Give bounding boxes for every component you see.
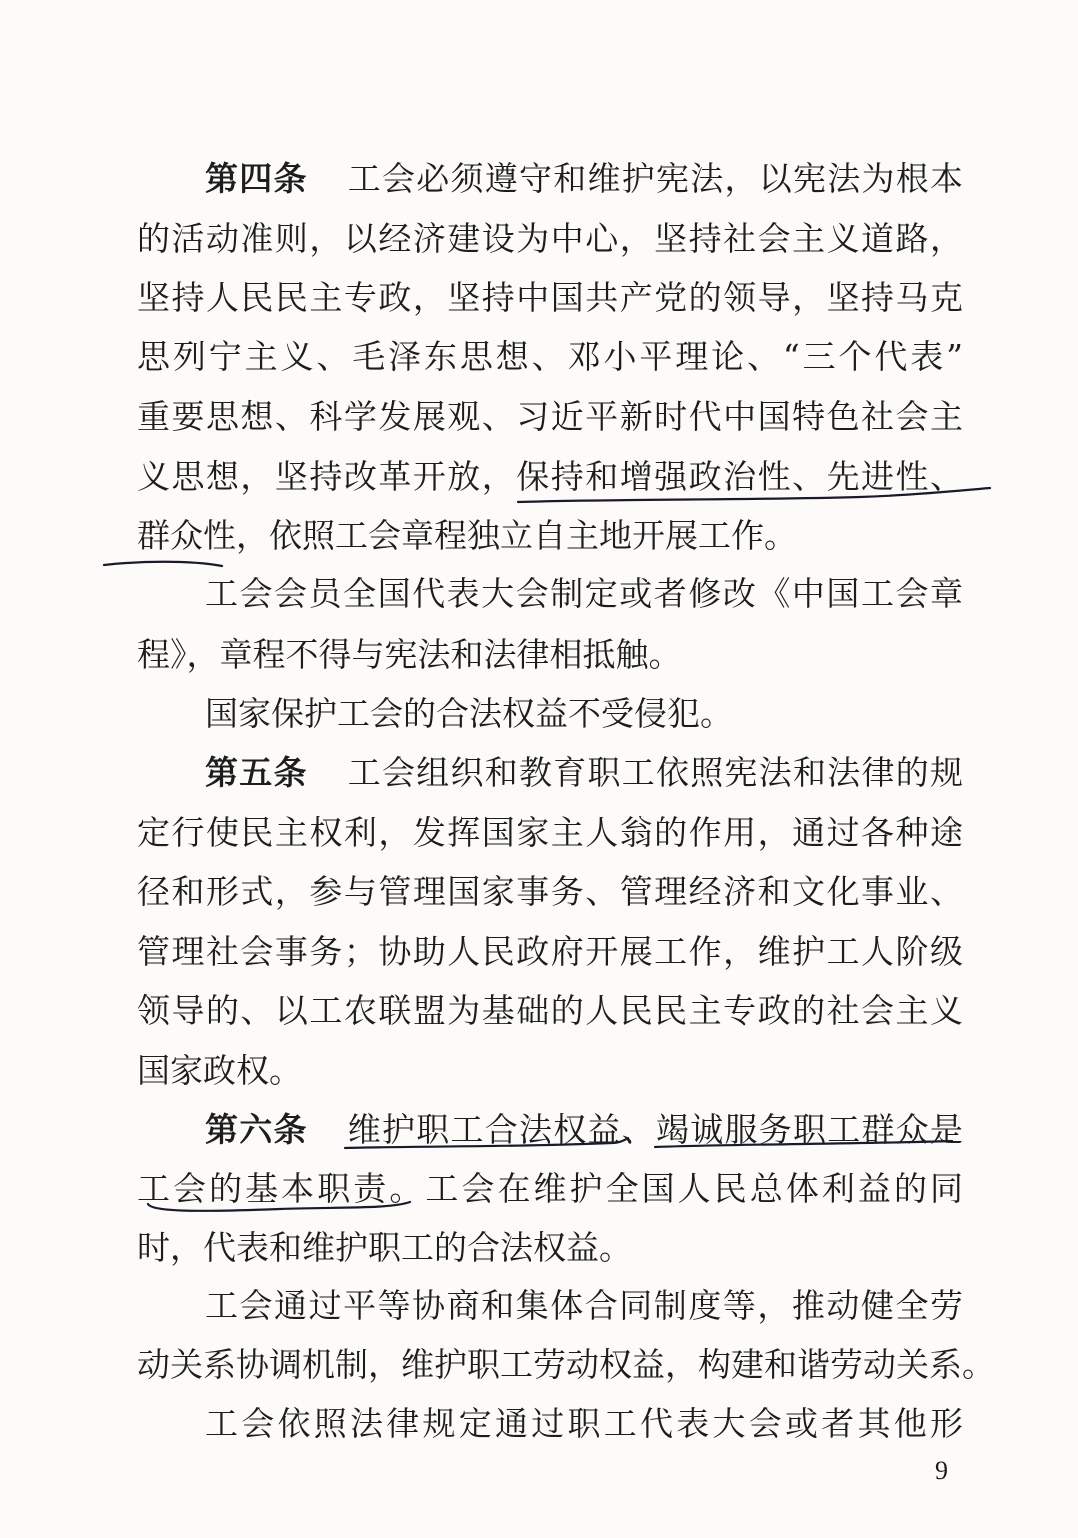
- article4-line-3: 坚持人民民主专政，坚持中国共产党的领导，坚持马克: [137, 278, 963, 317]
- article6-para2-line-1: 工会通过平等协商和集体合同制度等，推动健全劳: [205, 1286, 963, 1325]
- article5-line-2: 定行使民主权利，发挥国家主人翁的作用，通过各种途: [137, 813, 963, 852]
- article4-para2-line-1: 工会会员全国代表大会制定或者修改《中国工会章: [205, 574, 963, 613]
- article5-text-1: 工会组织和教育职工依照宪法和法律的规: [347, 753, 963, 792]
- article5-line-6: 国家政权。: [137, 1051, 302, 1090]
- article4-text-1: 工会必须遵守和维护宪法，以宪法为根本: [347, 159, 963, 198]
- article6-line-3: 时，代表和维护职工的合法权益。: [137, 1228, 632, 1267]
- article4-para3: 国家保护工会的合法权益不受侵犯。: [205, 694, 733, 733]
- article5-line-5: 领导的、以工农联盟为基础的人民民主专政的社会主义: [137, 991, 963, 1030]
- article4-line-6: 义思想，坚持改革开放，保持和增强政治性、先进性、: [137, 457, 963, 496]
- article6-line-1: [205, 1106, 963, 1154]
- article6-para3: 工会依照法律规定通过职工代表大会或者其他形: [205, 1404, 963, 1443]
- article6-line-2: 工会的基本职责。工会在维护全国人民总体利益的同: [137, 1169, 963, 1208]
- article5-line-4: 管理社会事务；协助人民政府开展工作，维护工人阶级: [137, 932, 963, 971]
- article4-line-5: 重要思想、科学发展观、习近平新时代中国特色社会主: [137, 397, 963, 436]
- article4-line-7: 群众性，依照工会章程独立自主地开展工作。: [137, 516, 797, 555]
- article5-label: 第五条: [205, 753, 308, 792]
- article4-line-4: 思列宁主义、毛泽东思想、邓小平理论、“三个代表”: [137, 337, 963, 376]
- article5-line-1: [205, 749, 963, 797]
- article5-line-3: 径和形式，参与管理国家事务、管理经济和文化事业、: [137, 872, 963, 911]
- article4-line-2: 的活动准则，以经济建设为中心，坚持社会主义道路，: [137, 219, 963, 258]
- article6-para2-line-2: 动关系协调机制，维护职工劳动权益，构建和谐劳动关系。: [137, 1345, 995, 1384]
- article4-para2-line-2: 程》，章程不得与宪法和法律相抵触。: [137, 635, 682, 674]
- underline-mass-nature: [104, 562, 222, 566]
- article6-label: 第六条: [205, 1110, 308, 1149]
- article4-line-1: [205, 155, 963, 203]
- article6-text-1: 维护职工合法权益、竭诚服务职工群众是: [347, 1110, 963, 1149]
- article4-label: 第四条: [205, 159, 308, 198]
- page-number: 9: [935, 1456, 948, 1485]
